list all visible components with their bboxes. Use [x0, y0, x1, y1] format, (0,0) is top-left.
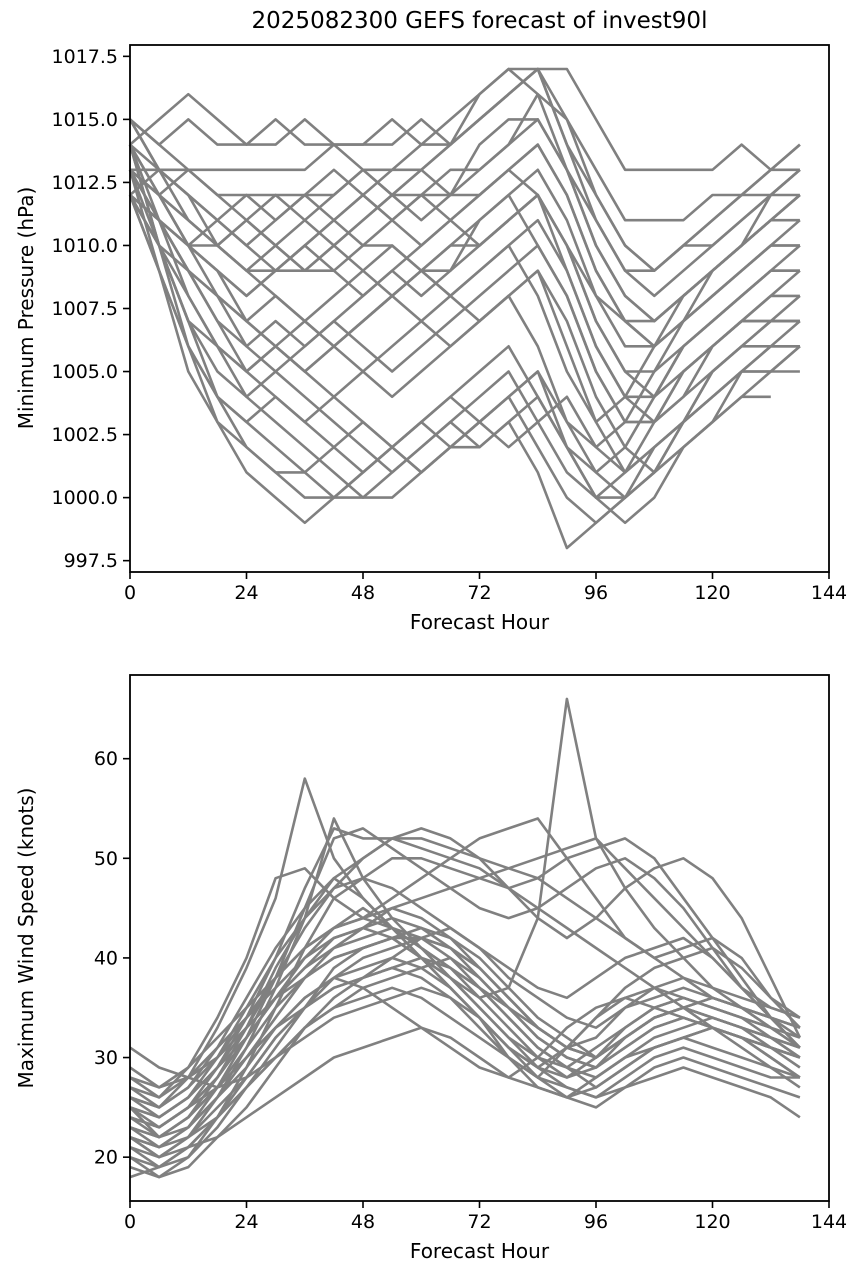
- wind-y-axis-label: Maximum Wind Speed (knots): [14, 787, 38, 1089]
- y-tick-label: 60: [93, 748, 118, 771]
- y-tick-label: 1000.0: [51, 487, 118, 510]
- y-tick-label: 997.5: [63, 550, 118, 573]
- figure-title: 2025082300 GEFS forecast of invest90l: [251, 8, 708, 34]
- x-tick-label: 144: [810, 582, 848, 604]
- axes-box: [130, 675, 829, 1201]
- y-tick-label: 1012.5: [51, 171, 118, 194]
- y-tick-label: 1010.0: [51, 234, 118, 257]
- x-tick-label: 48: [350, 1211, 376, 1233]
- y-tick-label: 40: [93, 947, 118, 970]
- x-tick-label: 72: [467, 582, 492, 604]
- wind-x-axis-label: Forecast Hour: [409, 1239, 550, 1263]
- y-tick-label: 20: [93, 1146, 118, 1169]
- y-tick-label: 50: [93, 847, 118, 870]
- y-tick-label: 1002.5: [51, 424, 118, 447]
- x-tick-label: 0: [123, 582, 137, 604]
- y-tick-label: 30: [93, 1047, 118, 1070]
- x-tick-label: 24: [234, 582, 259, 604]
- y-tick-label: 1017.5: [51, 45, 118, 68]
- ensemble-member-line: [130, 195, 771, 548]
- x-tick-label: 0: [123, 1211, 137, 1233]
- y-tick-label: 1007.5: [51, 298, 118, 320]
- x-tick-label: 72: [467, 1211, 492, 1233]
- x-tick-label: 48: [350, 582, 376, 604]
- wind-subplot: [94, 675, 847, 1233]
- pressure-subplot: [52, 45, 848, 604]
- x-tick-label: 120: [694, 1211, 731, 1233]
- x-tick-label: 96: [583, 582, 609, 604]
- x-tick-label: 96: [583, 1211, 609, 1233]
- pressure-x-axis-label: Forecast Hour: [409, 610, 550, 634]
- axes-box: [130, 45, 829, 572]
- pressure-y-axis-label: Minimum Pressure (hPa): [14, 186, 38, 430]
- x-tick-label: 24: [234, 1211, 259, 1233]
- y-tick-label: 1015.0: [51, 108, 118, 131]
- x-tick-label: 144: [810, 1211, 848, 1233]
- ensemble-member-line: [130, 119, 800, 422]
- y-tick-label: 1005.0: [51, 361, 118, 384]
- x-tick-label: 120: [694, 582, 731, 604]
